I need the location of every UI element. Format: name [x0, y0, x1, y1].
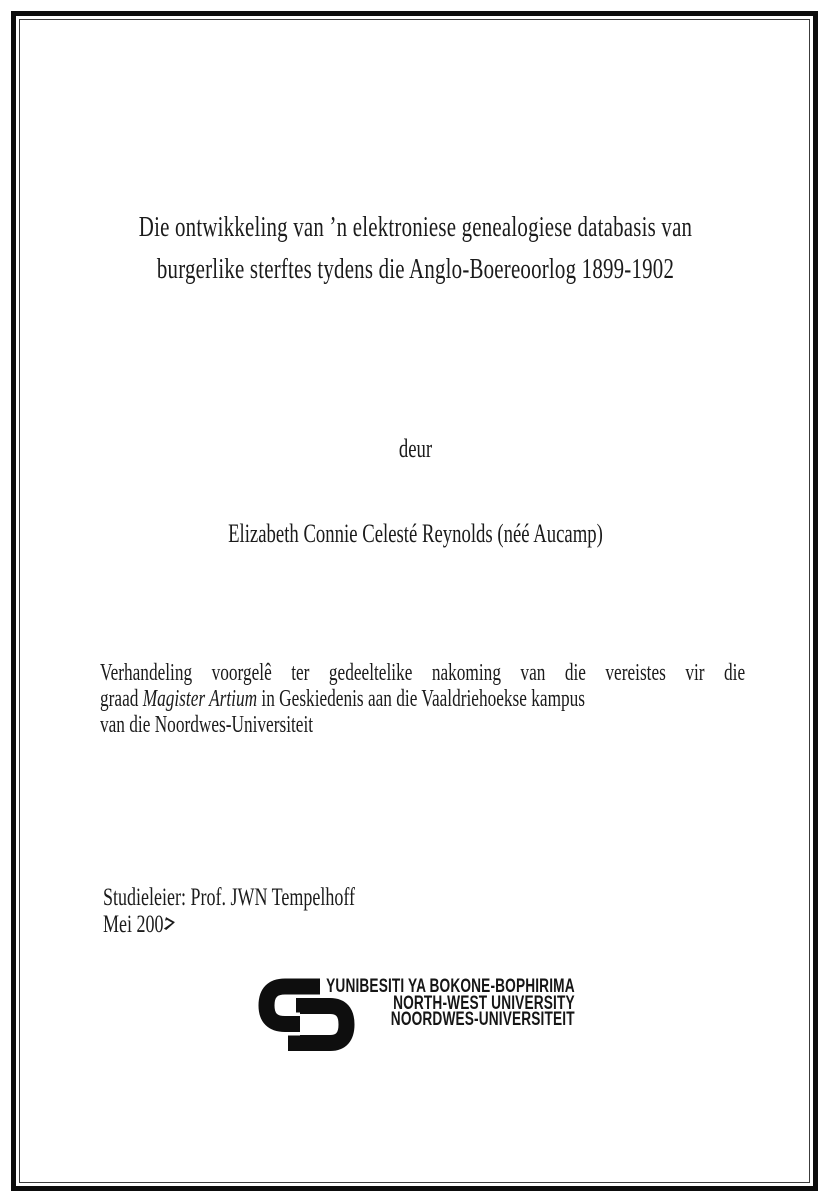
declaration-line-2-prefix: graad: [100, 686, 143, 712]
date-line: [103, 911, 535, 938]
university-logo-text: [322, 976, 575, 1030]
supervisor-line: Studieleier: Prof. JWN Tempelhoff: [103, 884, 356, 911]
supervisor-block: [103, 884, 535, 938]
byline-deur: deur: [398, 434, 433, 463]
logo-line-afrikaans: NOORDWES-UNIVERSITEIT: [390, 1009, 575, 1030]
declaration-line-1: Verhandeling voorgelê ter gedeeltelike nakoming van die vereistes vir die: [100, 660, 746, 686]
thesis-title: [55, 206, 776, 290]
university-logo: [258, 977, 618, 1057]
declaration-paragraph: [100, 660, 745, 738]
title-line-2: burgerlike sterftes tydens die Anglo-Boereoorlog 1899-1902: [156, 253, 675, 285]
date-last-digit: 7: [160, 913, 177, 938]
declaration-line-2-suffix: in Geskiedenis aan die Vaaldriehoekse kampus: [257, 686, 586, 712]
declaration-line-2: [100, 686, 745, 712]
date-prefix: Mei 200: [103, 911, 164, 938]
logo-line-english: NORTH-WEST UNIVERSITY: [393, 992, 575, 1014]
author-name: Elizabeth Connie Celesté Reynolds (néé Aucamp): [228, 519, 603, 548]
logo-line-setswana: YUNIBESITI YA BOKONE-BOPHIRIMA: [326, 976, 575, 997]
degree-name-italic: Magister Artium: [142, 686, 258, 712]
title-line-1: Die ontwikkeling van ’n elektroniese genealogiese databasis van: [138, 211, 693, 243]
declaration-line-3: van die Noordwes-Universiteit: [100, 712, 314, 738]
